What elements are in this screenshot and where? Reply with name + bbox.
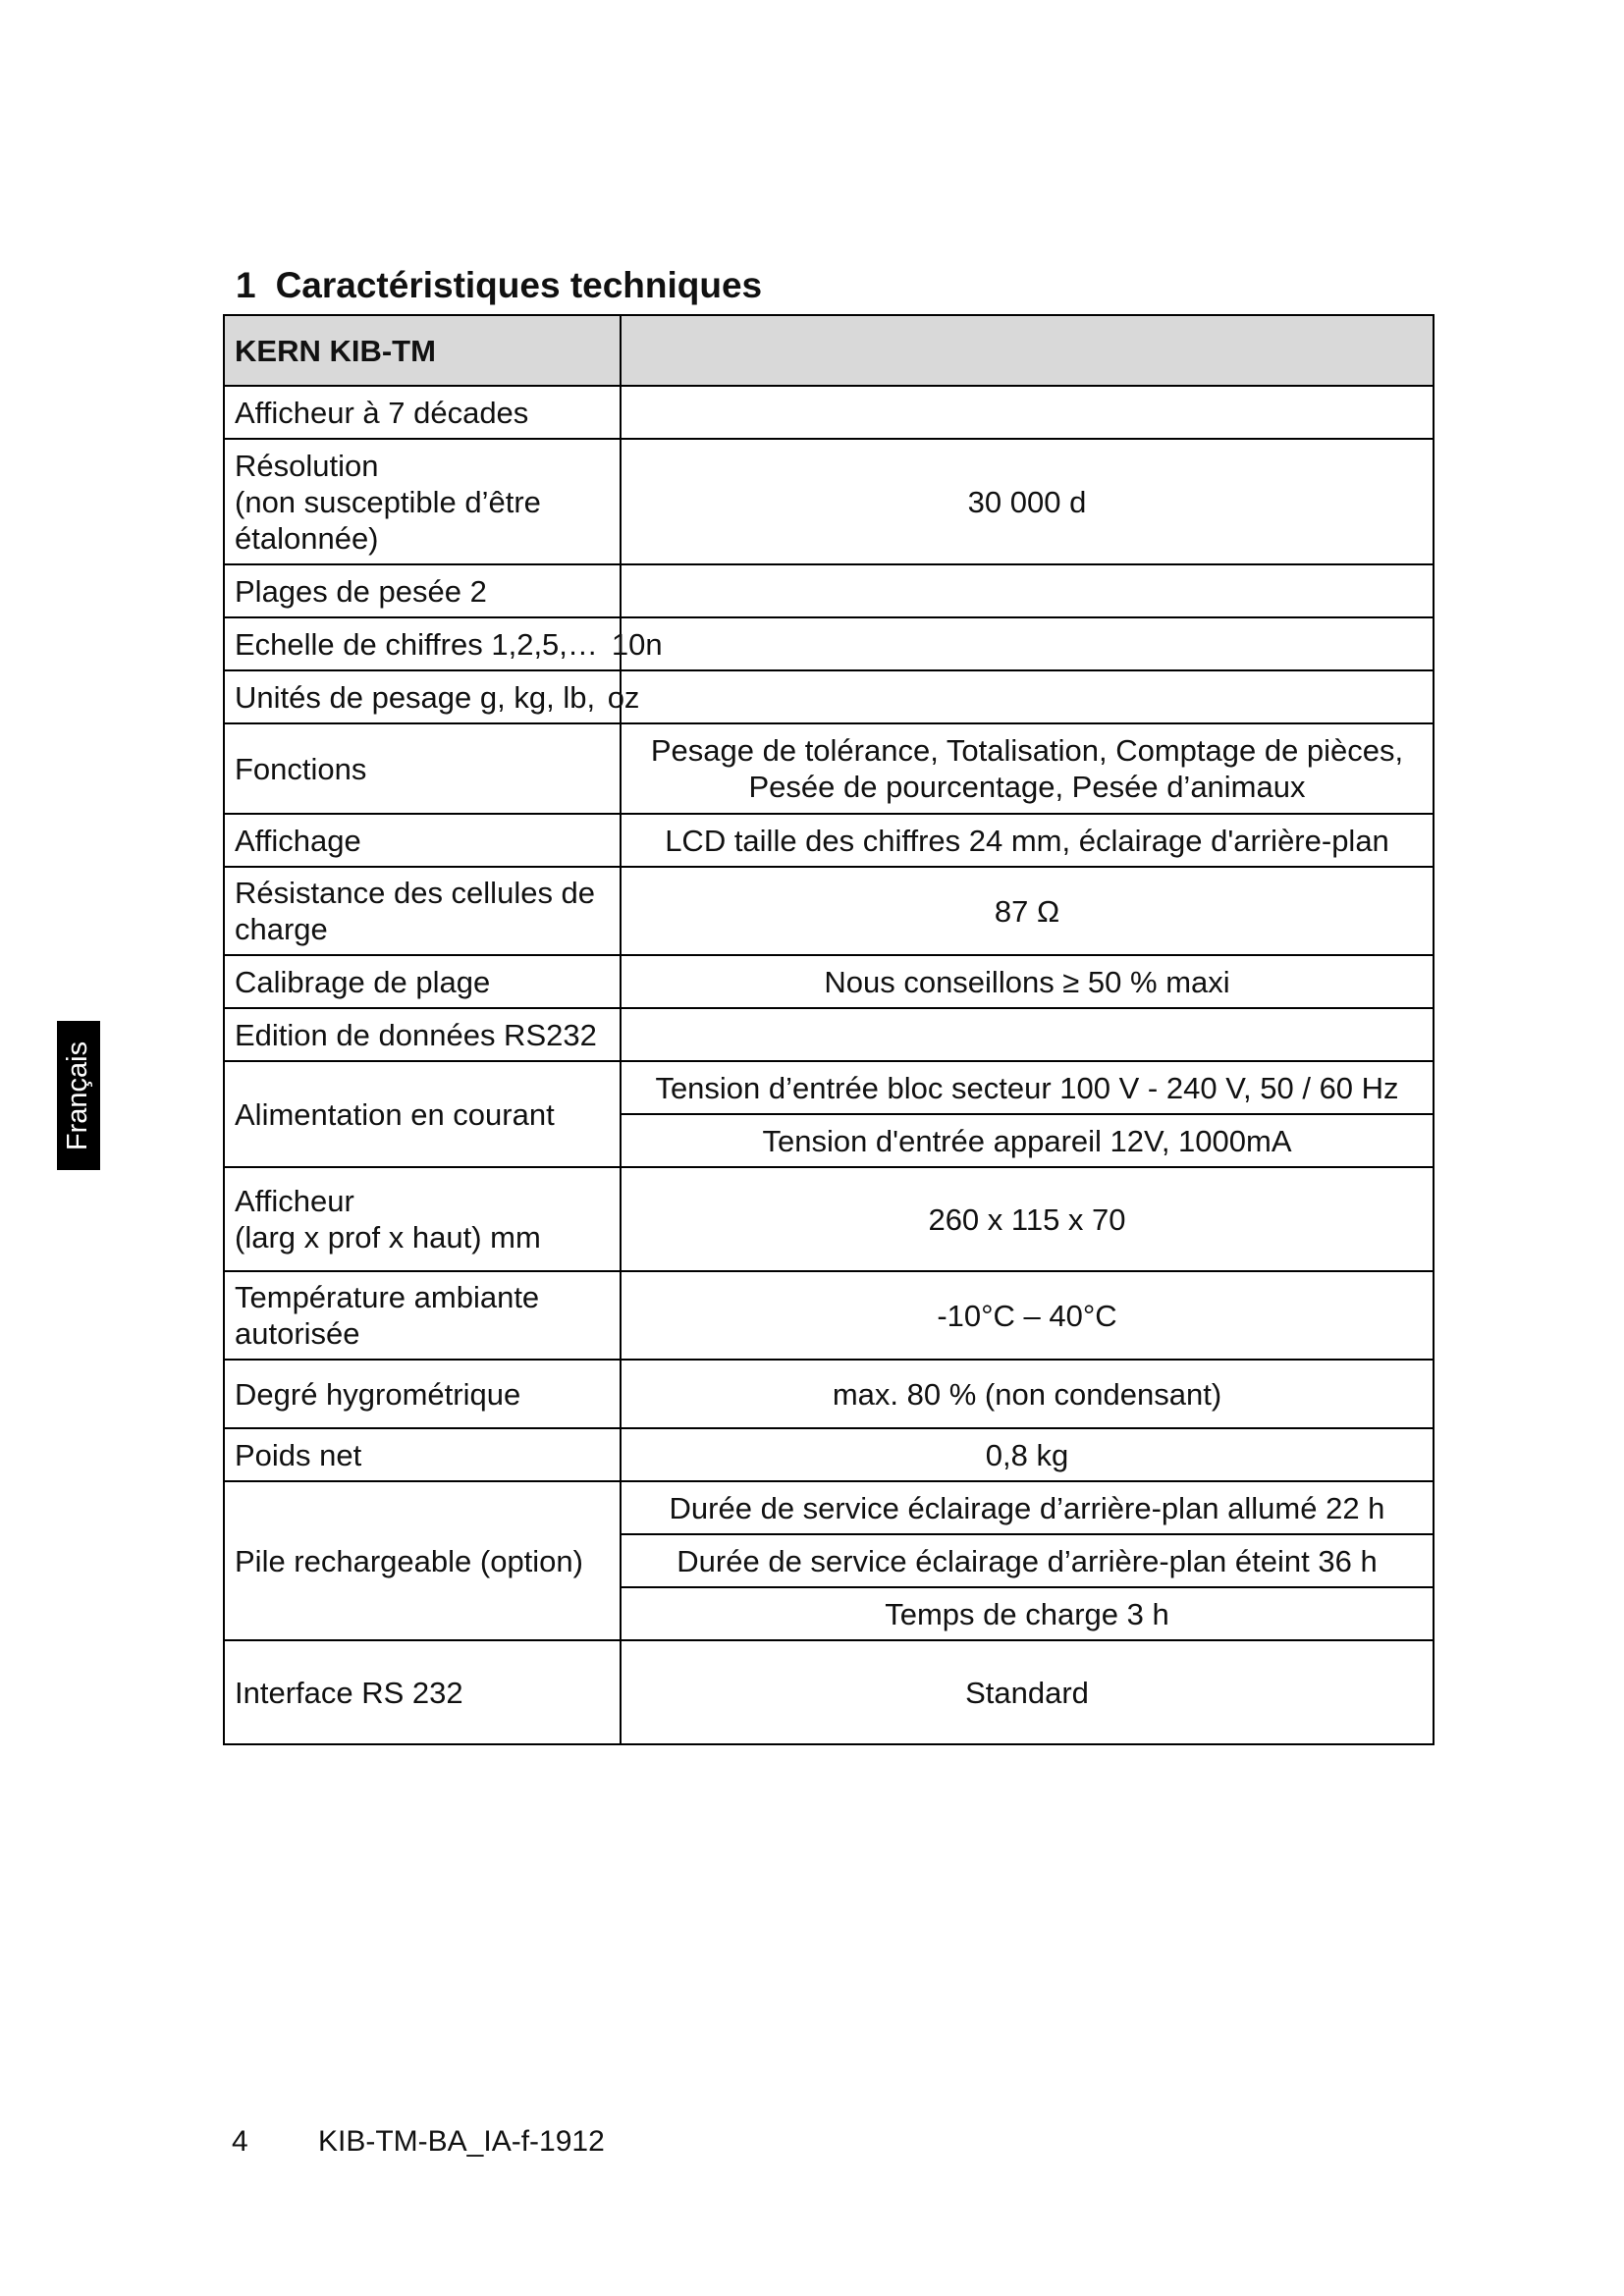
alimentation-value-1: Tension d’entrée bloc secteur 100 V - 240 V, 50 / 60 Hz <box>621 1061 1434 1114</box>
unites-label: Unités de pesage g, kg, lb, oz <box>224 670 621 723</box>
table-row <box>224 1640 1434 1744</box>
table-row <box>224 670 1434 723</box>
affichage-value: LCD taille des chiffres 24 mm, éclairage d'arrière-plan <box>621 814 1434 867</box>
afficheur-label: Afficheur à 7 décades <box>224 386 621 439</box>
alimentation-label: Alimentation en courant <box>224 1061 621 1167</box>
resistance-label: Résistance des cellules de charge <box>224 867 621 955</box>
section-title: Caractéristiques techniques <box>275 265 763 305</box>
language-side-tab <box>57 1021 100 1170</box>
section-number: 1 <box>236 265 256 305</box>
poids-label: Poids net <box>224 1428 621 1481</box>
alimentation-value-2: Tension d'entrée appareil 12V, 1000mA <box>621 1114 1434 1167</box>
table-row <box>224 955 1434 1008</box>
model-name: KERN KIB-TM <box>224 315 621 386</box>
table-row <box>224 439 1434 564</box>
table-row <box>224 1008 1434 1061</box>
language-label: Français <box>62 1041 94 1150</box>
pile-value-3: Temps de charge 3 h <box>621 1587 1434 1640</box>
interface-value: Standard <box>621 1640 1434 1744</box>
table-row <box>224 617 1434 670</box>
table-row <box>224 564 1434 617</box>
calibrage-value: Nous conseillons ≥ 50 % maxi <box>621 955 1434 1008</box>
affichage-label: Affichage <box>224 814 621 867</box>
table-row <box>224 1360 1434 1428</box>
spec-table <box>223 314 1435 1745</box>
hygro-value: max. 80 % (non condensant) <box>621 1360 1434 1428</box>
fonctions-label: Fonctions <box>224 723 621 814</box>
fonctions-value: Pesage de tolérance, Totalisation, Comptage de pièces, Pesée de pourcentage, Pesée d’animaux <box>621 723 1434 814</box>
document-id: KIB-TM-BA_IA-f-1912 <box>318 2125 605 2158</box>
resolution-value: 30 000 d <box>621 439 1434 564</box>
section-heading <box>236 265 762 306</box>
hygro-label: Degré hygrométrique <box>224 1360 621 1428</box>
temperature-value: -10°C – 40°C <box>621 1271 1434 1360</box>
pile-label: Pile rechargeable (option) <box>224 1481 621 1640</box>
dimensions-label: Afficheur (larg x prof x haut) mm <box>224 1167 621 1271</box>
table-header-row <box>224 315 1434 386</box>
page-number: 4 <box>232 2125 248 2158</box>
interface-label: Interface RS 232 <box>224 1640 621 1744</box>
pile-value-1: Durée de service éclairage d’arrière-plan allumé 22 h <box>621 1481 1434 1534</box>
resistance-value: 87 Ω <box>621 867 1434 955</box>
pile-value-2: Durée de service éclairage d’arrière-plan éteint 36 h <box>621 1534 1434 1587</box>
dimensions-value: 260 x 115 x 70 <box>621 1167 1434 1271</box>
table-row <box>224 867 1434 955</box>
table-row <box>224 1481 1434 1534</box>
table-row <box>224 723 1434 814</box>
table-row <box>224 1271 1434 1360</box>
echelle-label: Echelle de chiffres 1,2,5,… 10n <box>224 617 621 670</box>
table-row <box>224 1428 1434 1481</box>
table-row <box>224 1167 1434 1271</box>
table-row <box>224 386 1434 439</box>
plages-label: Plages de pesée 2 <box>224 564 621 617</box>
temperature-label: Température ambiante autorisée <box>224 1271 621 1360</box>
table-row <box>224 1061 1434 1114</box>
table-row <box>224 814 1434 867</box>
header-empty-cell <box>621 315 1434 386</box>
page-footer <box>232 2125 605 2159</box>
poids-value: 0,8 kg <box>621 1428 1434 1481</box>
edition-label: Edition de données RS232 <box>224 1008 621 1061</box>
resolution-label: Résolution (non susceptible d’être étalonnée) <box>224 439 621 564</box>
calibrage-label: Calibrage de plage <box>224 955 621 1008</box>
